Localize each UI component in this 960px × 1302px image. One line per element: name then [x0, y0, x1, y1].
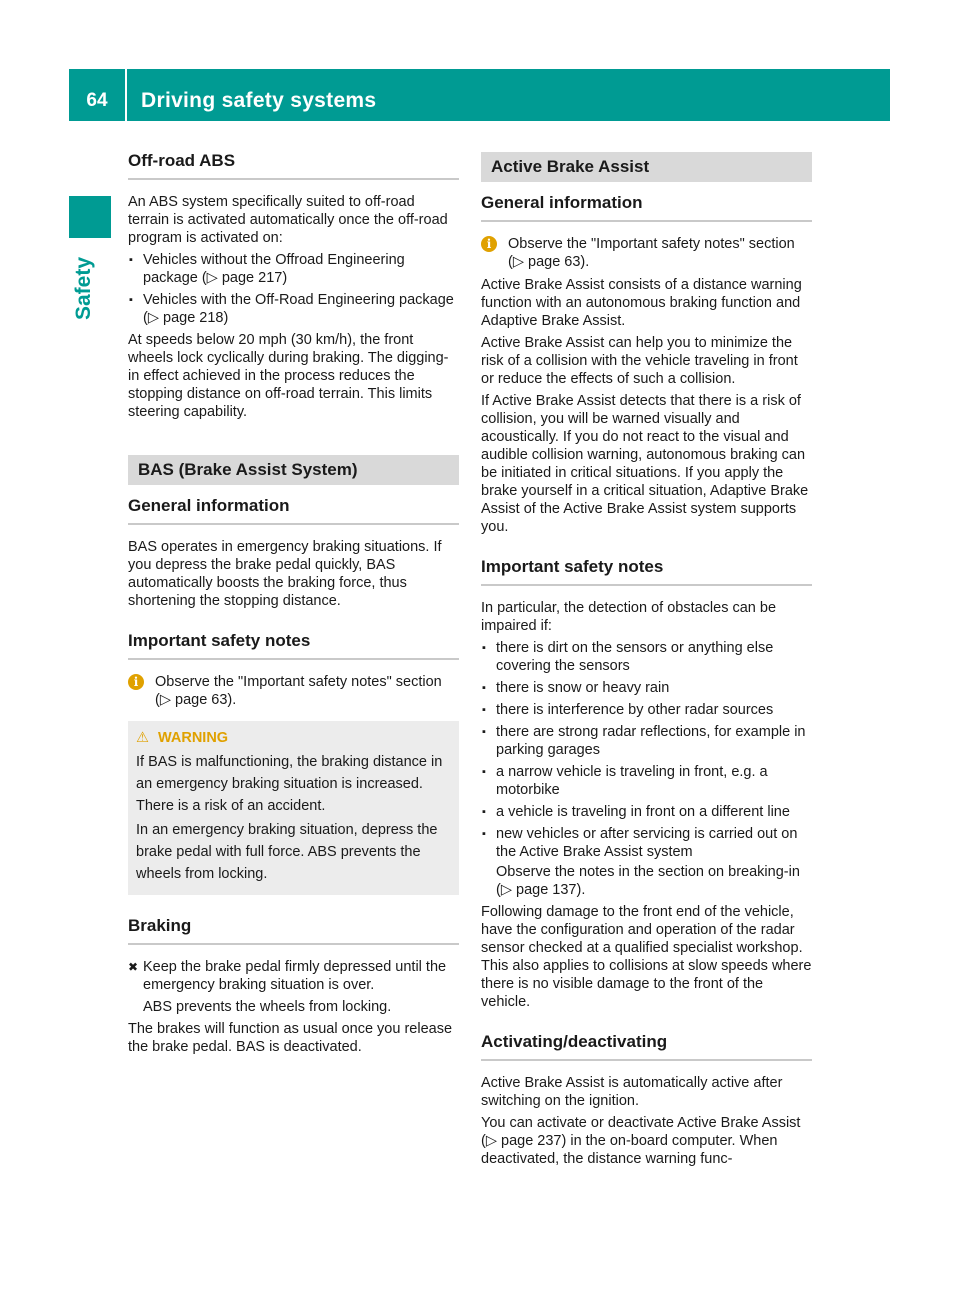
bullet-icon: ▪: [482, 726, 486, 738]
aba-paragraph: If Active Brake Assist detects that there is a risk of collision, you will be warned visually and acoustically. If you do not react to the visual and audible collision warning, autonomous braking can be initiated in critical situations. If you apply the brake yourself in a critical situation, Adaptive Brake Assist of the Active Brake Assist system supports you.: [481, 393, 809, 535]
aba-activating-text: Active Brake Assist is automatically active after switching on the ignition.: [481, 1075, 783, 1109]
bas-info-note: i Observe the "Important safety notes" section (▷ page 63).: [128, 673, 459, 709]
page-header: [69, 69, 890, 121]
aba-damage-text: Following damage to the front end of the vehicle, have the configuration and operation of the radar sensor checked at a qualified specialist workshop. This also applies to collisions at slow speeds where there is no visible damage to the front of the vehicle.: [481, 904, 812, 1010]
page-number: 64: [86, 90, 108, 111]
section-tab-label: Safety: [72, 256, 95, 320]
chapter-title: Driving safety systems: [141, 89, 377, 112]
section-tab-marker: [69, 196, 111, 238]
warning-text: If BAS is malfunctioning, the braking distance in an emergency braking situation is increased. There is a risk of an accident.: [136, 754, 443, 814]
aba-safety-heading: Important safety notes: [481, 558, 812, 586]
bas-general-text: BAS operates in emergency braking situations. If you depress the brake pedal quickly, BAS automatically boosts the braking force, thus shortening the stopping distance.: [128, 539, 442, 609]
right-column: [481, 152, 812, 1172]
bullet-icon: ▪: [482, 642, 486, 654]
aba-paragraph: Active Brake Assist consists of a distance warning function with an autonomous braking function and Adaptive Brake Assist.: [481, 277, 802, 329]
aba-activating-text: You can activate or deactivate Active Brake Assist (▷ page 237) in the on-board computer. When deactivated, the distance warning func-: [481, 1115, 801, 1167]
braking-step-result: ABS prevents the wheels from locking.: [143, 999, 392, 1015]
aba-general-heading: General information: [481, 194, 812, 222]
aba-safety-intro: In particular, the detection of obstacles can be impaired if:: [481, 600, 777, 634]
left-column: [128, 152, 459, 1060]
list-item: ▪ there are strong radar reflections, for example in parking garages: [482, 724, 806, 758]
bas-safety-heading: Important safety notes: [128, 632, 459, 660]
list-item: ▪ new vehicles or after servicing is carried out on the Active Brake Assist system Observe the notes in the section on breaking-in (▷ page 137).: [481, 825, 812, 899]
bullet-icon: ▪: [482, 806, 486, 818]
list-item: ▪ there is snow or heavy rain: [482, 680, 670, 696]
braking-text: The brakes will function as usual once you release the brake pedal. BAS is deactivated.: [128, 1021, 453, 1055]
aba-info-note: i Observe the "Important safety notes" section (▷ page 63).: [481, 235, 812, 271]
aba-activating-heading: Activating/deactivating: [481, 1033, 812, 1061]
offroad-abs-heading: Off-road ABS: [128, 152, 459, 180]
bullet-icon: ▪: [129, 294, 133, 306]
aba-bullet-list: [481, 639, 812, 899]
list-item: ▪ Vehicles without the Offroad Engineering package (▷ page 217): [129, 252, 405, 286]
info-icon: i: [481, 236, 497, 252]
offroad-body: At speeds below 20 mph (30 km/h), the front wheels lock cyclically during braking. The digging-in effect achieved in the process reduces the stopping distance on off-road terrain. This limits steering capability.: [128, 332, 449, 420]
active-brake-assist-banner: Active Brake Assist: [481, 152, 812, 182]
warning-triangle-icon: ⚠: [136, 730, 149, 746]
bas-banner: BAS (Brake Assist System): [128, 455, 459, 485]
offroad-intro: An ABS system specifically suited to off-road terrain is activated automatically once the off-road program is activated on:: [128, 194, 448, 246]
braking-heading: Braking: [128, 917, 459, 945]
bullet-icon: ▪: [482, 682, 486, 694]
bas-general-heading: General information: [128, 497, 459, 525]
list-item: ▪ a narrow vehicle is traveling in front, e.g. a motorbike: [482, 764, 768, 798]
braking-step: ✖ Keep the brake pedal firmly depressed until the emergency braking situation is over.: [128, 959, 447, 993]
list-item: ▪ a vehicle is traveling in front on a different line: [482, 804, 790, 820]
bullet-icon: ▪: [129, 254, 133, 266]
list-item: ▪ there is dirt on the sensors or anything else covering the sensors: [482, 640, 774, 674]
bullet-note: Observe the notes in the section on breaking-in (▷ page 137).: [496, 864, 800, 898]
header-divider: [125, 69, 127, 121]
step-arrow-icon: ✖: [128, 960, 139, 974]
warning-text: In an emergency braking situation, depress the brake pedal with full force. ABS prevents the wheels from locking.: [136, 822, 438, 882]
bullet-icon: ▪: [482, 704, 486, 716]
list-item: ▪ Vehicles with the Off-Road Engineering package (▷ page 218): [129, 292, 454, 326]
bas-warning-box: [128, 721, 459, 895]
warning-title: WARNING: [158, 730, 229, 746]
offroad-bullet-list: [128, 251, 459, 327]
aba-paragraph: Active Brake Assist can help you to minimize the risk of a collision with the vehicle traveling in front or reduce the effects of such a collision.: [481, 335, 798, 387]
bullet-icon: ▪: [482, 766, 486, 778]
list-item: ▪ there is interference by other radar sources: [482, 702, 774, 718]
bullet-icon: ▪: [482, 828, 486, 840]
info-icon: i: [128, 674, 144, 690]
